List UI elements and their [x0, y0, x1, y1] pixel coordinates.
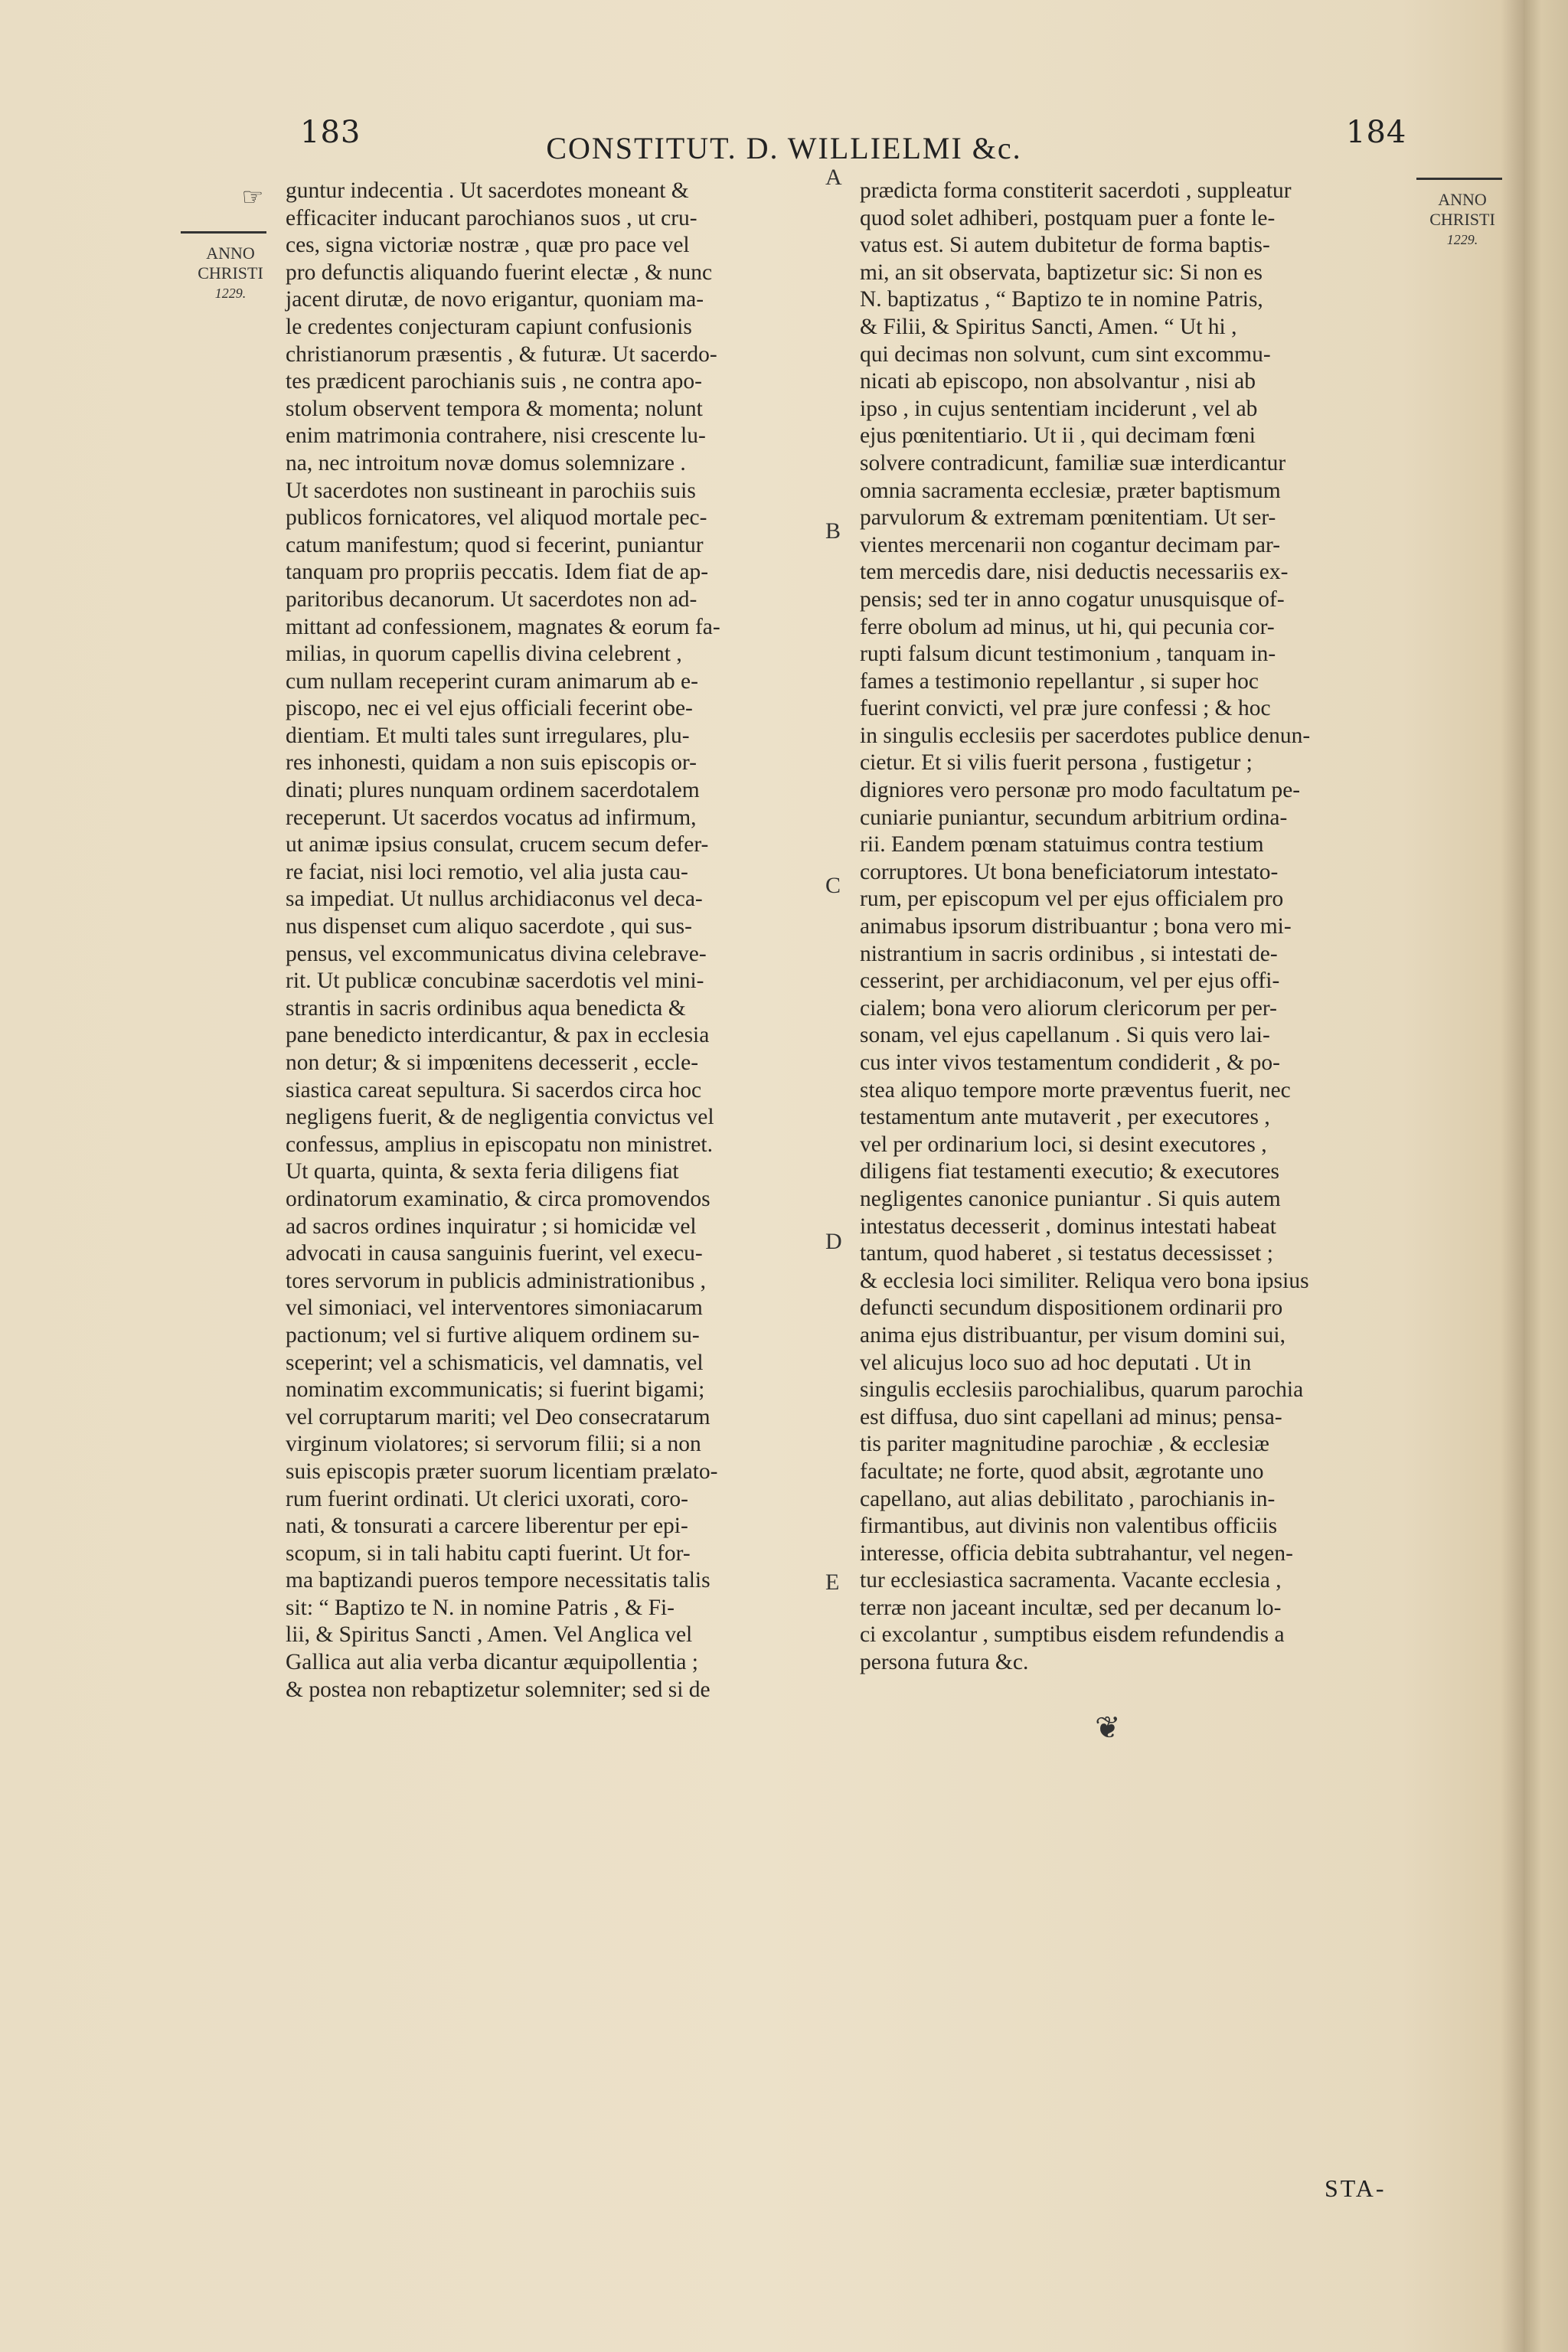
text-line: tis pariter magnitudine parochiæ , & ecclesiæ [860, 1432, 1269, 1457]
text-column-left [286, 178, 840, 1704]
text-line: re faciat, nisi loci remotio, vel alia justa cau- [286, 859, 688, 884]
margin-rule-right [1416, 178, 1502, 180]
text-line: stolum observent tempora & momenta; nolunt [286, 396, 703, 421]
text-line: mittant ad confessionem, magnates & eorum fa- [286, 614, 720, 639]
text-line: interesse, officia debita subtrahantur, vel negen- [860, 1540, 1293, 1566]
margin-note-right [1420, 190, 1504, 250]
text-line: Gallica aut alia verba dicantur æquipollentia ; [286, 1650, 698, 1675]
text-line: virginum violatores; si servorum filii; si a non [286, 1432, 701, 1457]
margin-note-left [181, 243, 280, 303]
margin-christi: CHRISTI [1429, 210, 1495, 229]
text-line: omnia sacramenta ecclesiæ, præter baptismum [860, 478, 1281, 503]
section-letter-e: E [825, 1570, 840, 1595]
text-line: sceperint; vel a schismaticis, vel damnatis, vel [286, 1350, 704, 1375]
text-line: nistrantium in sacris ordinibus , si intestati de- [860, 941, 1278, 966]
text-line: animabus ipsorum distribuantur ; bona vero mi- [860, 914, 1292, 939]
text-line: piscopo, nec ei vel ejus officiali fecerint obe- [286, 696, 693, 721]
text-line: parvulorum & extremam pœnitentiam. Ut ser- [860, 505, 1276, 531]
text-line: in singulis ecclesiis per sacerdotes publice denun- [860, 723, 1311, 748]
margin-christi: CHRISTI [198, 263, 263, 283]
text-line: receperunt. Ut sacerdos vocatus ad infirmum, [286, 805, 697, 830]
text-line: rii. Eandem pœnam statuimus contra testium [860, 832, 1264, 858]
text-line: tores servorum in publicis administrationibus , [286, 1268, 706, 1293]
next-page-edge [1524, 0, 1568, 2352]
text-line: mi, an sit observata, baptizetur sic: Si non es [860, 260, 1263, 285]
text-line: tantum, quod haberet , si testatus decessisset ; [860, 1241, 1273, 1266]
text-line: cialem; bona vero aliorum clericorum per per- [860, 995, 1277, 1021]
text-line: pensis; sed ter in anno cogatur unusquisque of- [860, 586, 1285, 612]
margin-year: 1229. [1446, 232, 1478, 247]
catchword: STA- [1325, 2174, 1387, 2202]
text-line: rit. Ut publicæ concubinæ sacerdotis vel mini- [286, 969, 704, 994]
text-line: N. baptizatus , “ Baptizo te in nomine Patris, [860, 287, 1263, 312]
text-line: nominatim excommunicatis; si fuerint bigami; [286, 1377, 705, 1403]
text-line: firmantibus, aut divinis non valentibus officiis [860, 1514, 1278, 1539]
text-line: anima ejus distribuantur, per visum domini sui, [860, 1322, 1285, 1348]
text-line: dientiam. Et multi tales sunt irregulares, plu- [286, 723, 690, 748]
text-line: cus inter vivos testamentum condiderit , & po- [860, 1050, 1280, 1075]
text-line: ejus pœnitentiario. Ut ii , qui decimam fœni [860, 423, 1256, 449]
text-line: christianorum præsentis , & futuræ. Ut sacerdo- [286, 341, 717, 367]
text-line: cum nullam receperint curam animarum ab e- [286, 668, 698, 694]
text-line: milias, in quorum capellis divina celebrent , [286, 642, 682, 667]
text-line: fames a testimonio repellantur , si super hoc [860, 668, 1259, 694]
text-line: enim matrimonia contrahere, nisi crescente lu- [286, 423, 706, 449]
text-column-right [860, 178, 1411, 1677]
text-line: vel corruptarum mariti; vel Deo consecratarum [286, 1404, 710, 1429]
text-line: ad sacros ordines inquiratur ; si homicidæ vel [286, 1214, 697, 1239]
section-letter-b: B [825, 518, 841, 544]
text-line: siastica careat sepultura. Si sacerdos circa hoc [286, 1077, 702, 1102]
text-line: cesserint, per archidiaconum, vel per ejus offi- [860, 969, 1280, 994]
text-line: confessus, amplius in episcopatu non ministret. [286, 1132, 713, 1157]
text-line: pro defunctis aliquando fuerint electæ , & nunc [286, 260, 713, 285]
text-line: est diffusa, duo sint capellani ad minus; pensa- [860, 1404, 1282, 1429]
text-line: cietur. Et si vilis fuerit persona , fustigetur ; [860, 750, 1253, 776]
text-line: tem mercedis dare, nisi deductis necessariis ex- [860, 560, 1289, 585]
text-line: persona futura &c. [860, 1650, 1029, 1675]
section-letter-d: D [825, 1229, 842, 1254]
text-line: le credentes conjecturam capiunt confusionis [286, 314, 692, 339]
text-line: sonam, vel ejus capellanum . Si quis vero lai- [860, 1023, 1270, 1048]
text-line: Ut quarta, quinta, & sexta feria diligens fiat [286, 1159, 679, 1184]
text-line: nicati ab episcopo, non absolvantur , nisi ab [860, 369, 1256, 394]
text-line: terræ non jaceant incultæ, sed per decanum lo- [860, 1595, 1282, 1620]
text-line: sa impediat. Ut nullus archidiaconus vel deca- [286, 887, 703, 912]
page-number-left: 183 [300, 115, 361, 150]
text-line: fuerint convicti, vel præ jure confessi ; & hoc [860, 696, 1271, 721]
text-line: ma baptizandi pueros tempore necessitatis talis [286, 1568, 710, 1593]
text-line: Ut sacerdotes non sustineant in parochiis suis [286, 478, 696, 503]
text-line: nati, & tonsurati a carcere liberentur per epi- [286, 1514, 688, 1539]
text-line: pensus, vel excommunicatus divina celebrave- [286, 941, 707, 966]
text-line: na, nec introitum novæ domus solemnizare . [286, 450, 686, 475]
text-line: catum manifestum; quod si fecerint, puniantur [286, 532, 704, 557]
text-line: publicos fornicatores, vel aliquod mortale pec- [286, 505, 707, 531]
margin-year: 1229. [214, 286, 247, 301]
text-line: tur ecclesiastica sacramenta. Vacante ecclesia , [860, 1568, 1282, 1593]
text-line: singulis ecclesiis parochialibus, quarum parochia [860, 1377, 1304, 1403]
text-line: guntur indecentia . Ut sacerdotes moneant & [286, 178, 689, 203]
text-line: digniores vero personæ pro modo facultatum pe- [860, 778, 1301, 803]
text-line: solvere contradicunt, familiæ suæ interdicantur [860, 450, 1286, 475]
text-line: strantis in sacris ordinibus aqua benedicta & [286, 995, 686, 1021]
text-line: cuniarie puniantur, secundum arbitrium ordina- [860, 805, 1288, 830]
text-line: corruptores. Ut bona beneficiatorum intestato- [860, 859, 1279, 884]
text-line: ut animæ ipsius consulat, crucem secum defer- [286, 832, 709, 858]
text-line: diligens fiat testamenti executio; & executores [860, 1159, 1280, 1184]
pointing-hand-icon: ☞ [241, 182, 264, 211]
text-line: ordinatorum examinatio, & circa promovendos [286, 1186, 710, 1211]
text-line: jacent dirutæ, de novo erigantur, quoniam ma- [286, 287, 704, 312]
page-number-right: 184 [1346, 115, 1407, 150]
text-line: rum, per episcopum vel per ejus officialem pro [860, 887, 1284, 912]
text-line: negligentes canonice puniantur . Si quis autem [860, 1186, 1281, 1211]
text-line: & ecclesia loci similiter. Reliqua vero bona ipsius [860, 1268, 1309, 1293]
text-line: dinati; plures nunquam ordinem sacerdotalem [286, 778, 700, 803]
text-line: rum fuerint ordinati. Ut clerici uxorati, coro- [286, 1486, 688, 1511]
text-line: facultate; ne forte, quod absit, ægrotante uno [860, 1459, 1264, 1484]
text-line: testamentum ante mutaverit , per executores , [860, 1105, 1270, 1130]
text-line: efficaciter inducant parochianos suos , ut cru- [286, 205, 697, 230]
text-line: tanquam pro propriis peccatis. Idem fiat de ap- [286, 560, 709, 585]
text-line: tes prædicent parochianis suis , ne contra apo- [286, 369, 702, 394]
fleuron-ornament-icon: ❦ [1095, 1710, 1121, 1746]
section-letter-a: A [825, 165, 842, 190]
text-line: ipso , in cujus sententiam inciderunt , vel ab [860, 396, 1258, 421]
text-line: ces, signa victoriæ nostræ , quæ pro pace vel [286, 233, 690, 258]
text-line: quod solet adhiberi, postquam puer a fonte le- [860, 205, 1276, 230]
text-line: prædicta forma constiterit sacerdoti , suppleatur [860, 178, 1292, 203]
text-line: nus dispenset cum aliquo sacerdote , qui sus- [286, 914, 692, 939]
text-line: scopum, si in tali habitu capti fuerint. Ut for- [286, 1540, 691, 1566]
text-line: vel per ordinarium loci, si desint executores , [860, 1132, 1267, 1157]
text-line: suis episcopis præter suorum licentiam prælato- [286, 1459, 718, 1484]
margin-rule-left [181, 231, 266, 234]
text-line: rupti falsum dicunt testimonium , tanquam in- [860, 642, 1276, 667]
text-line: stea aliquo tempore morte præventus fuerit, nec [860, 1077, 1291, 1102]
text-line: pane benedicto interdicantur, & pax in ecclesia [286, 1023, 710, 1048]
margin-anno: ANNO [206, 243, 255, 263]
text-line: negligens fuerit, & de negligentia convictus vel [286, 1105, 714, 1130]
text-line: vatus est. Si autem dubitetur de forma baptis- [860, 233, 1270, 258]
text-line: capellano, aut alias debilitato , parochianis in- [860, 1486, 1276, 1511]
text-line: non detur; & si impœnitens decesserit , eccle- [286, 1050, 699, 1075]
text-line: & Filii, & Spiritus Sancti, Amen. “ Ut hi , [860, 314, 1237, 339]
text-line: res inhonesti, quidam a non suis episcopis or- [286, 750, 697, 776]
section-letter-c: C [825, 873, 841, 898]
margin-anno: ANNO [1438, 190, 1487, 209]
text-line: ferre obolum ad minus, ut hi, qui pecunia cor- [860, 614, 1275, 639]
text-line: lii, & Spiritus Sancti , Amen. Vel Anglica vel [286, 1622, 693, 1648]
text-line: pactionum; vel si furtive aliquem ordinem su- [286, 1322, 700, 1348]
text-line: vel alicujus loco suo ad hoc deputati . Ut in [860, 1350, 1252, 1375]
text-line: qui decimas non solvunt, cum sint excommu- [860, 341, 1271, 367]
text-line: sit: “ Baptizo te N. in nomine Patris , & Fi- [286, 1595, 675, 1620]
text-line: & postea non rebaptizetur solemniter; sed si de [286, 1677, 710, 1702]
text-line: vel simoniaci, vel interventores simoniacarum [286, 1295, 703, 1321]
text-line: paritoribus decanorum. Ut sacerdotes non ad- [286, 586, 697, 612]
text-line: ci excolantur , sumptibus eisdem refundendis a [860, 1622, 1285, 1648]
text-line: defuncti secundum dispositionem ordinarii pro [860, 1295, 1283, 1321]
text-line: intestatus decesserit , dominus intestati habeat [860, 1214, 1276, 1239]
text-line: advocati in causa sanguinis fuerint, vel execu- [286, 1241, 703, 1266]
text-line: vientes mercenarii non cogantur decimam par- [860, 532, 1281, 557]
running-title: CONSTITUT. D. WILLIELMI &c. [546, 131, 1022, 165]
